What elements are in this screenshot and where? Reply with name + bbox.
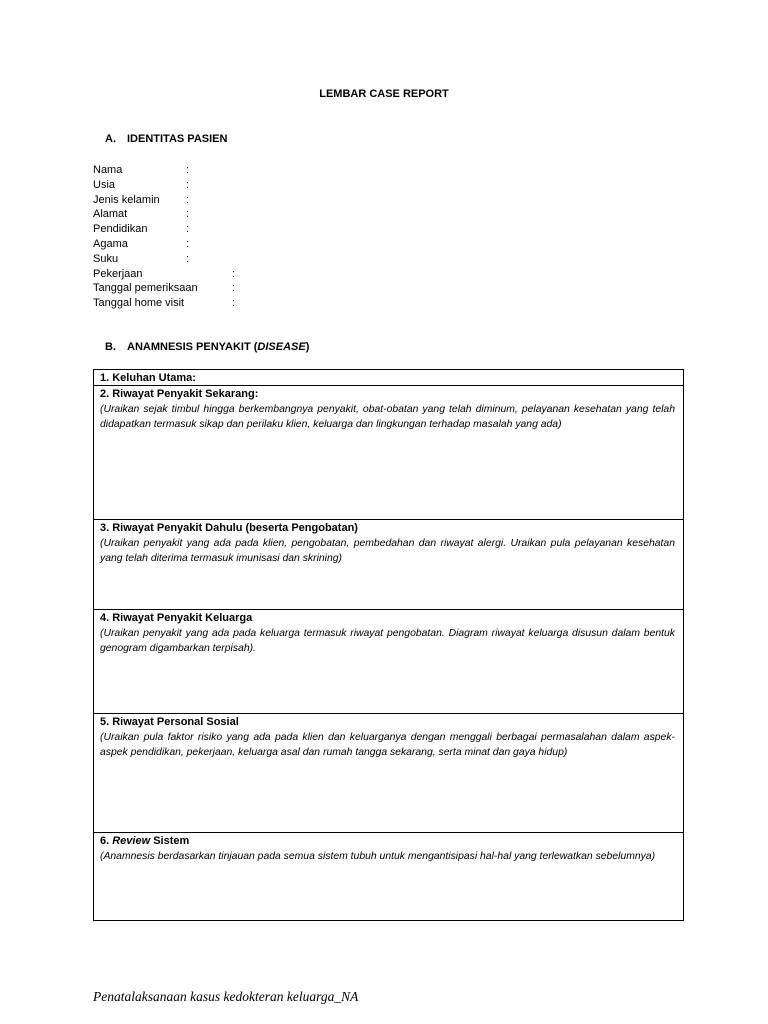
page-footer: Penatalaksanaan kasus kedokteran keluarga_NA — [93, 989, 359, 1004]
section-b-heading — [105, 341, 309, 353]
review-em: Review — [112, 835, 151, 847]
cell-title: 1. Keluhan Utama: — [100, 372, 196, 384]
field-label: Usia — [93, 178, 116, 191]
field-label: Tanggal pemeriksaan — [93, 282, 198, 295]
section-b-letter: B. — [105, 341, 116, 353]
field-jenis-kelamin — [93, 193, 198, 208]
cell-description: (Uraikan penyakit yang ada pada klien, pengobatan, pembedahan dan riwayat alergi. Uraikan pula pelayanan kesehatan yang telah diterima termasuk imunisasi dan skrining) — [100, 537, 675, 564]
cell-description: (Anamnesis berdasarkan tinjauan pada semua sistem tubuh untuk mengantisipasi hal-hal yang terlewatkan sebelumnya) — [100, 850, 656, 862]
field-colon: : — [186, 237, 190, 250]
field-suku — [93, 252, 198, 267]
section-a-title: IDENTITAS PASIEN — [127, 133, 228, 145]
cell-riwayat-personal-sosial — [94, 713, 683, 833]
field-colon: : — [232, 297, 236, 310]
cell-title: 2. Riwayat Penyakit Sekarang: — [100, 388, 259, 400]
field-colon: : — [232, 267, 236, 280]
field-colon: : — [186, 252, 190, 265]
review-rest: Sistem — [150, 835, 190, 847]
cell-riwayat-penyakit-keluarga — [94, 609, 683, 714]
cell-title — [100, 834, 675, 849]
identity-fields — [93, 163, 236, 311]
field-label: Pendidikan — [93, 223, 148, 236]
field-tanggal-pemeriksaan — [93, 281, 236, 296]
review-num: 6. — [100, 835, 113, 847]
cell-description: (Uraikan pula faktor risiko yang ada pada klien dan keluarganya dengan menggali berbagai permasalahan dalam aspek-aspek pendidikan, pekerjaan, keluarga asal dan rumah tangga sekarang, serta minat dan gaya hidup) — [100, 731, 675, 758]
field-colon: : — [186, 193, 190, 206]
field-alamat — [93, 207, 198, 222]
field-colon: : — [232, 282, 236, 295]
anamnesis-table — [93, 369, 684, 921]
cell-description: (Uraikan sejak timbul hingga berkembangnya penyakit, obat-obatan yang telah diminum, pelayanan kesehatan yang telah didapatkan termasuk sikap dan perilaku klien, keluarga dan lingkungan terhadap masalah yang ada) — [100, 403, 675, 430]
section-b-title-em: DISEASE — [257, 341, 306, 353]
field-label: Alamat — [93, 208, 128, 221]
field-label: Pekerjaan — [93, 267, 143, 280]
cell-riwayat-penyakit-dahulu — [94, 519, 683, 610]
cell-review-sistem — [94, 832, 683, 921]
page-title: LEMBAR CASE REPORT — [319, 88, 449, 100]
field-usia — [93, 178, 198, 193]
cell-title: 4. Riwayat Penyakit Keluarga — [100, 612, 253, 624]
field-label: Nama — [93, 164, 123, 176]
cell-keluhan-utama — [94, 370, 683, 386]
field-label: Suku — [93, 252, 119, 265]
field-label: Tanggal home visit — [93, 297, 185, 310]
section-b-title-suffix: ) — [305, 341, 310, 353]
field-pendidikan — [93, 222, 198, 237]
field-tanggal-home-visit — [93, 296, 236, 311]
field-label: Agama — [93, 237, 128, 250]
field-label: Jenis kelamin — [93, 193, 160, 206]
field-colon: : — [186, 178, 190, 191]
section-b-title-prefix: ANAMNESIS PENYAKIT ( — [127, 341, 258, 353]
field-colon: : — [186, 223, 190, 236]
cell-title: 3. Riwayat Penyakit Dahulu (beserta Pengobatan) — [100, 522, 358, 534]
field-colon: : — [186, 164, 190, 176]
section-a-letter: A. — [105, 133, 116, 145]
field-colon: : — [186, 208, 190, 221]
field-nama — [93, 163, 198, 178]
field-pekerjaan — [93, 267, 236, 282]
field-agama — [93, 237, 198, 252]
cell-riwayat-penyakit-sekarang — [94, 385, 683, 520]
cell-title: 5. Riwayat Personal Sosial — [100, 716, 239, 728]
section-a-heading — [105, 133, 227, 145]
cell-description: (Uraikan penyakit yang ada pada keluarga termasuk riwayat pengobatan. Diagram riwayat keluarga disusun dalam bentuk genogram digambarkan terpisah). — [100, 627, 675, 654]
